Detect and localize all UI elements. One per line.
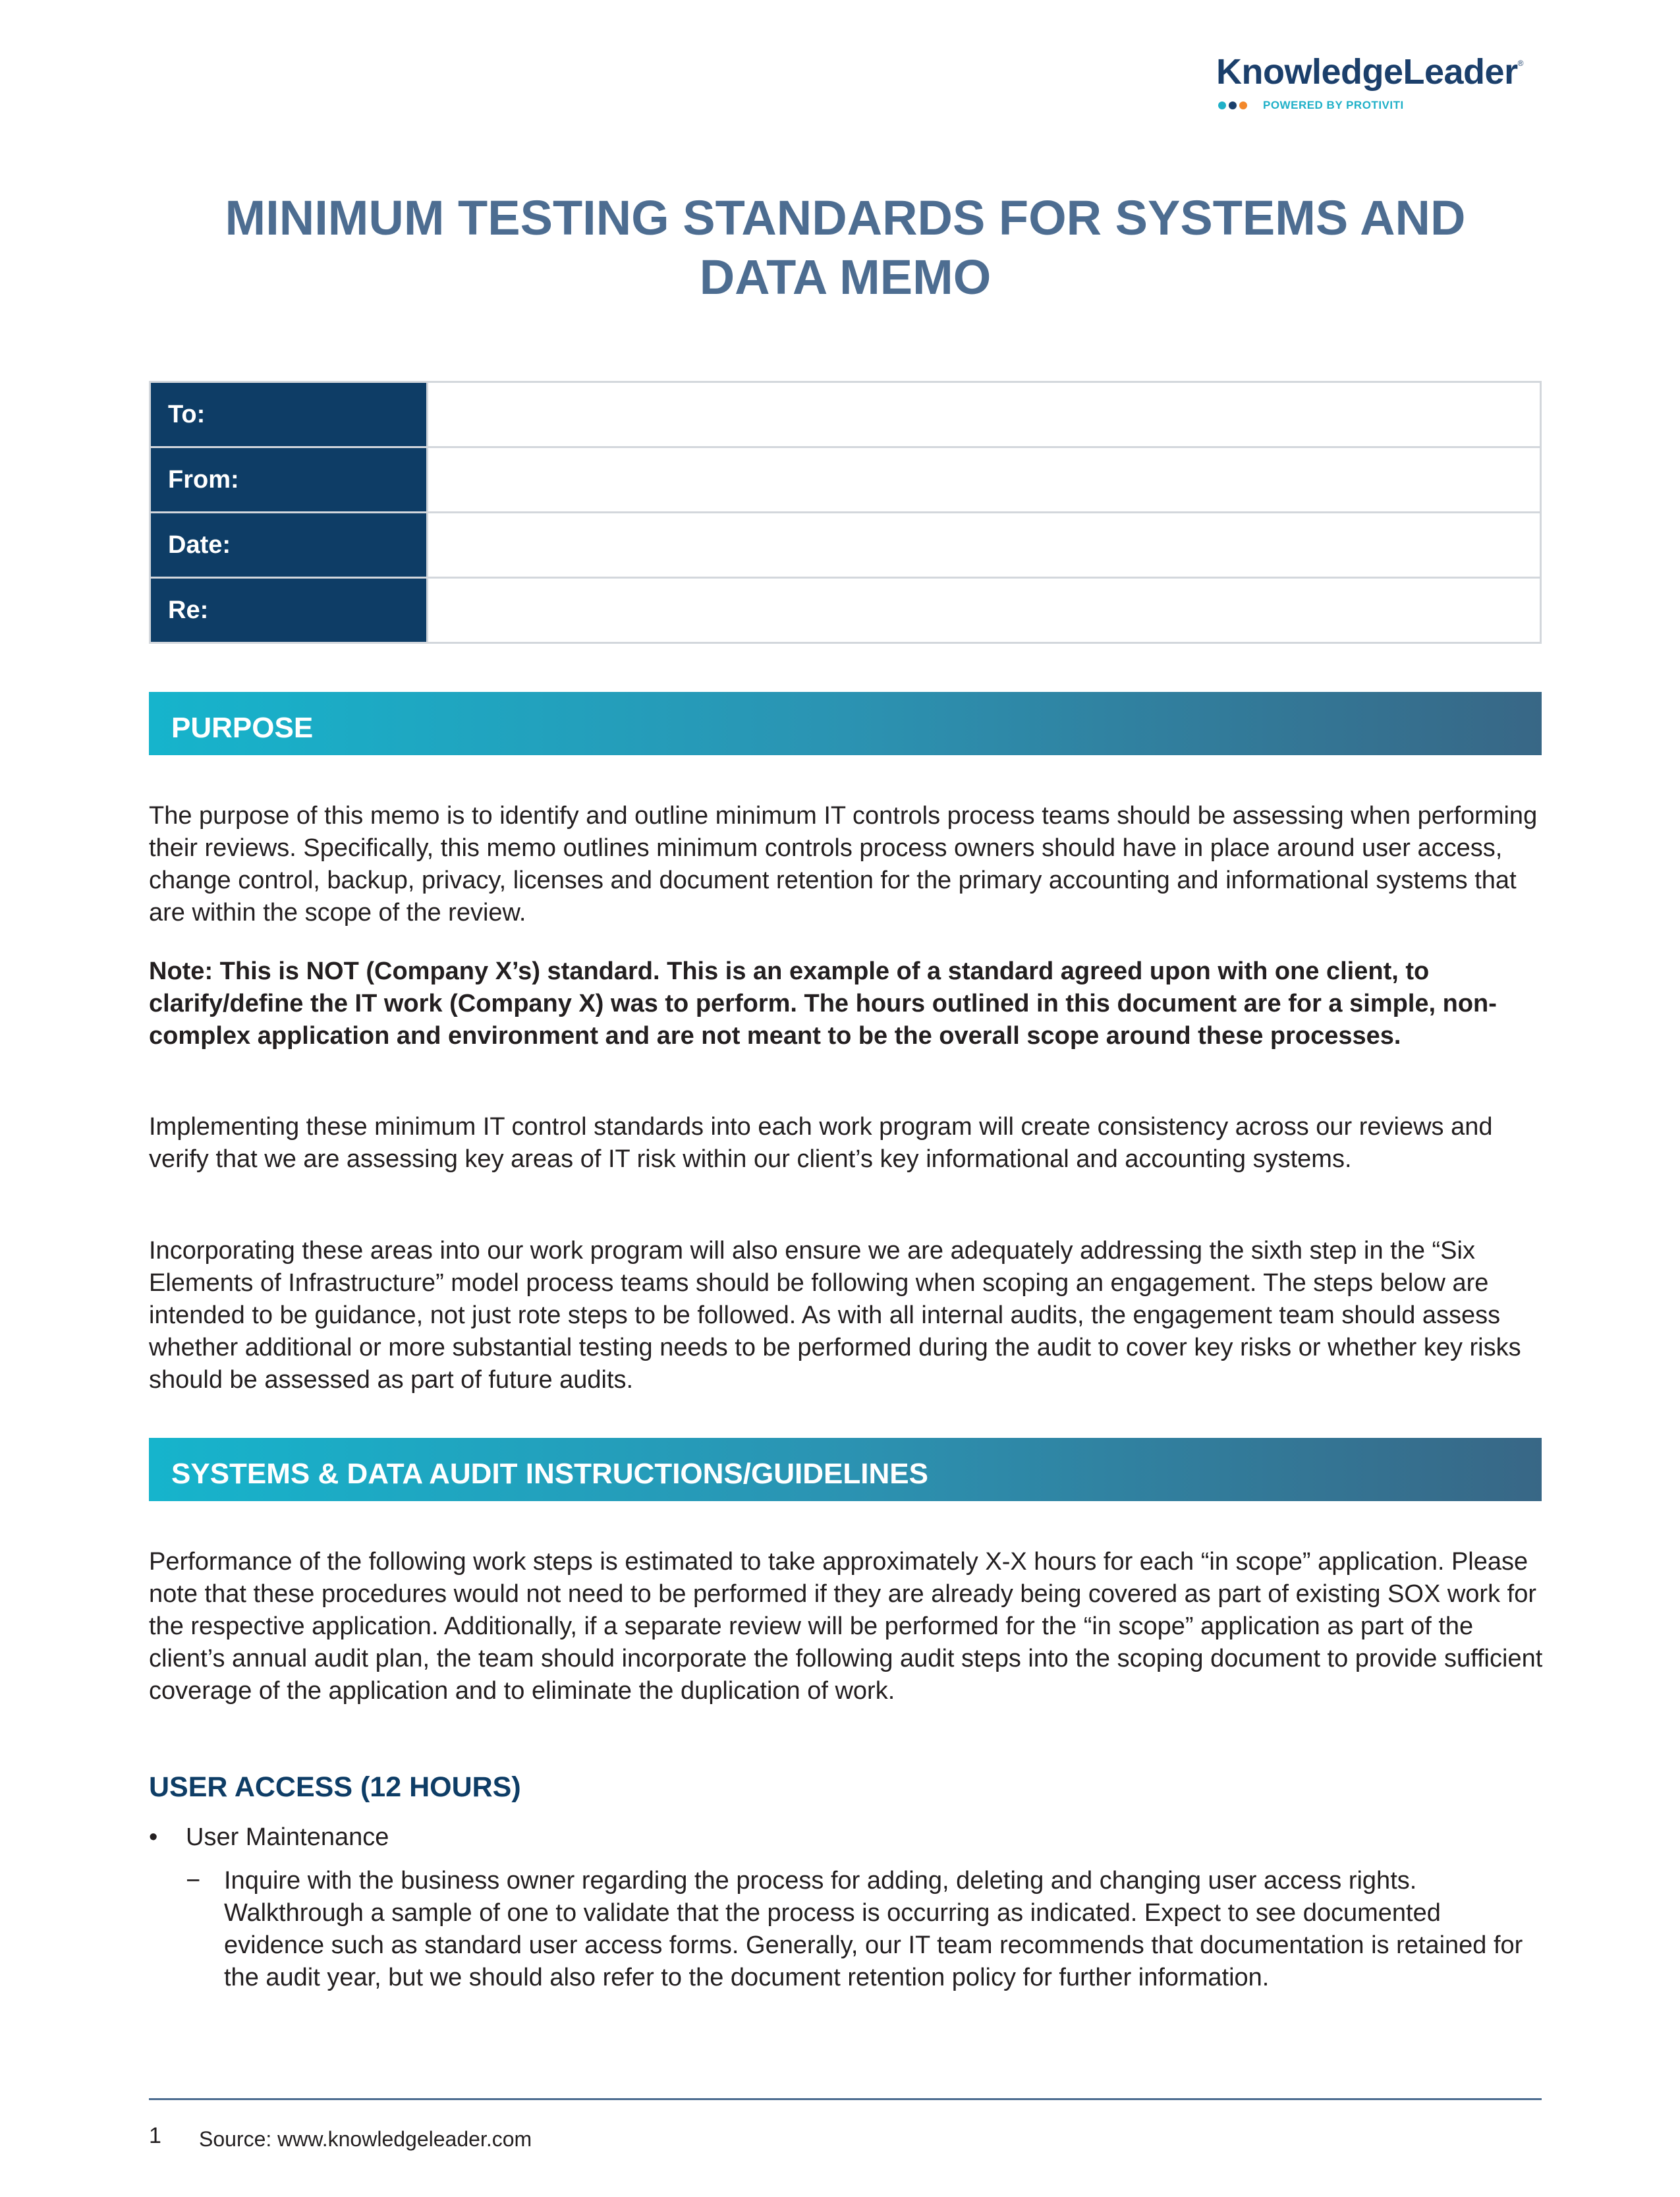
footer-source: Source: www.knowledgeleader.com [199,2127,532,2151]
memo-label-date: Date: [150,513,428,578]
memo-row-from [150,447,1541,513]
memo-header-table [149,381,1542,644]
memo-label-to: To: [150,382,428,447]
memo-value-re[interactable] [428,578,1541,643]
memo-row-to [150,382,1541,447]
guidelines-paragraph-1: Performance of the following work steps is estimated to take approximately X-X hours for each “in scope” application. Please note that these procedures would not need to be performed if they are already being covered as part of existing SOX work for the respective application. Additionally, if a separate review will be performed for the “in scope” application as part of the client’s annual audit plan, the team should incorporate the following audit steps into the scoping document to provide sufficient coverage of the application and to eliminate the duplication of work. [149,1548,1543,1705]
logo-tagline: POWERED BY PROTIVITI [1263,99,1404,111]
list-item [149,1821,389,1854]
memo-row-re [150,578,1541,643]
memo-value-to[interactable] [428,382,1541,447]
title-line-2: DATA MEMO [699,250,992,304]
logo-trademark: ® [1517,59,1523,68]
logo-dots-icon [1218,101,1247,109]
page-number: 1 [149,2123,161,2148]
purpose-paragraph-3: Incorporating these areas into our work program will also ensure we are adequately addressing the sixth step in the “Six Elements of Infrastructure” model process teams should be following when scoping an engagement. The steps below are intended to be guidance, not just rote steps to be followed. As with all internal audits, the engagement team should assess whether additional or more substantial testing needs to be performed during the audit to cover key risks or whether key risks should be assessed as part of future audits. [149,1237,1521,1394]
title-line-1: MINIMUM TESTING STANDARDS FOR SYSTEMS AND [225,190,1466,245]
bullet-marker: • [149,1823,158,1851]
page-title [149,188,1542,307]
footer-divider [149,2098,1542,2100]
sub-bullet-marker: − [186,1867,201,1895]
sub-bullet-text: Inquire with the business owner regarding the process for adding, deleting and changing user access rights. Walkthrough a sample of one to validate that the process is occurring as indicated. Expect to see documented evidence such as standard user access forms. Generally, our IT team recommends that documentation is retained for the audit year, but we should also refer to the document retention policy for further information. [224,1867,1523,1991]
memo-row-date [150,513,1541,578]
list-item [186,1865,1543,1994]
knowledgeleader-logo [1216,54,1523,112]
purpose-heading: PURPOSE [149,692,1542,755]
purpose-note: Note: This is NOT (Company X’s) standard. This is an example of a standard agreed upon with one client, to clarify/define the IT work (Company X) was to perform. The hours outlined in this document are for a simple, non-complex application and environment and are not meant to be the overall scope around these processes. [149,957,1497,1050]
logo-dot [1218,101,1226,109]
user-access-subheading: USER ACCESS (12 HOURS) [149,1771,521,1803]
logo-name: KnowledgeLeader [1216,52,1518,92]
memo-label-from: From: [150,447,428,513]
memo-label-re: Re: [150,578,428,643]
logo-dot [1229,101,1237,109]
purpose-paragraph-1: The purpose of this memo is to identify and outline minimum IT controls process teams should be assessing when performing their reviews. Specifically, this memo outlines minimum controls process owners should have in place around user access, change control, backup, privacy, licenses and document retention for the primary accounting and informational systems that are within the scope of the review. [149,802,1538,927]
memo-value-date[interactable] [428,513,1541,578]
purpose-paragraph-2: Implementing these minimum IT control standards into each work program will create consistency across our reviews and verify that we are assessing key areas of IT risk within our client’s key informational and accounting systems. [149,1113,1493,1173]
bullet-text: User Maintenance [186,1823,389,1851]
guidelines-heading: SYSTEMS & DATA AUDIT INSTRUCTIONS/GUIDELINES [149,1438,1542,1501]
logo-dot [1239,101,1247,109]
memo-value-from[interactable] [428,447,1541,513]
